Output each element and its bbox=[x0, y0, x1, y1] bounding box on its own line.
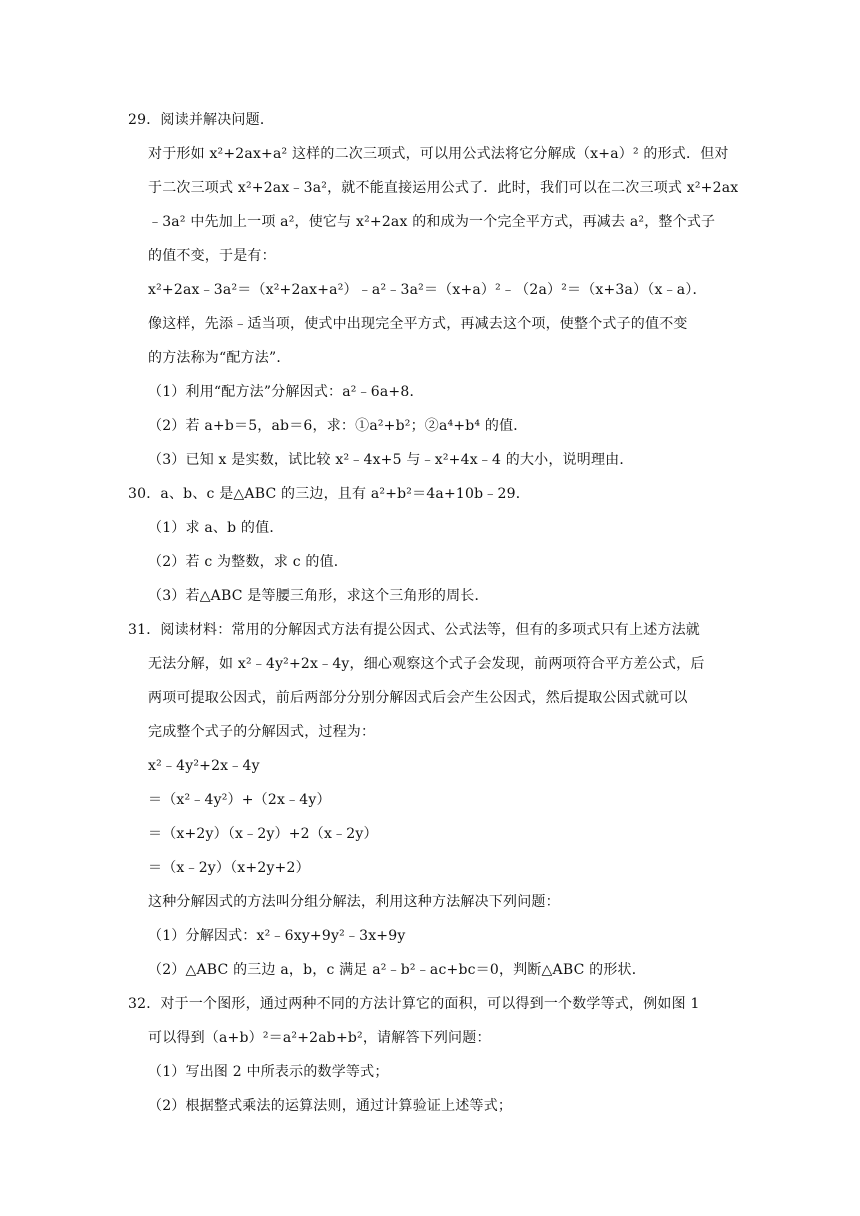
question-31-expression: x²﹣4y²+2x﹣4y bbox=[148, 758, 260, 774]
question-30-part-3: （3）若△ABC 是等腰三角形，求这个三角形的周长． bbox=[148, 588, 489, 604]
question-31-expression: ＝（x²﹣4y²）+（2x﹣4y） bbox=[148, 792, 331, 808]
question-31-title: 31．阅读材料：常用的分解因式方法有提公因式、公式法等，但有的多项式只有上述方法就 bbox=[128, 622, 701, 638]
question-31-paragraph: 完成整个式子的分解因式，过程为： bbox=[148, 724, 376, 740]
question-31-expression: ＝（x﹣2y）（x+2y+2） bbox=[148, 860, 310, 876]
question-31-paragraph: 无法分解，如 x²﹣4y²+2x﹣4y，细心观察这个式子会发现，前两项符合平方差公式，后 bbox=[148, 656, 705, 672]
question-29-part-2: （2）若 a+b＝5，ab＝6，求：①a²+b²；②a⁴+b⁴ 的值． bbox=[148, 418, 528, 434]
question-29-equation: x²+2ax﹣3a²＝（x²+2ax+a²）﹣a²﹣3a²＝（x+a）²﹣（2a）²＝（x+3a）（x﹣a）． bbox=[148, 282, 707, 298]
question-30-part-1: （1）求 a、b 的值． bbox=[148, 520, 284, 536]
question-31-expression: ＝（x+2y）（x﹣2y）+2（x﹣2y） bbox=[148, 826, 378, 842]
question-31-paragraph: 两项可提取公因式，前后两部分分别分解因式后会产生公因式，然后提取公因式就可以 bbox=[148, 690, 688, 706]
question-32-part-1: （1）写出图 2 中所表示的数学等式； bbox=[148, 1064, 389, 1080]
question-29-paragraph: 对于形如 x²+2ax+a² 这样的二次三项式，可以用公式法将它分解成（x+a）² 的形式．但对 bbox=[148, 146, 729, 162]
question-32-paragraph: 可以得到（a+b）²＝a²+2ab+b²，请解答下列问题： bbox=[148, 1030, 491, 1046]
question-29-paragraph: 的方法称为“配方法”． bbox=[148, 350, 291, 366]
question-29-part-3: （3）已知 x 是实数，试比较 x²﹣4x+5 与﹣x²+4x﹣4 的大小，说明理由． bbox=[148, 452, 634, 468]
question-29-paragraph: 的值不变，于是有： bbox=[148, 248, 276, 264]
question-29-paragraph: ﹣3a² 中先加上一项 a²，使它与 x²+2ax 的和成为一个完全平方式，再减去 a²，整个式子 bbox=[148, 214, 716, 230]
question-29-paragraph: 于二次三项式 x²+2ax﹣3a²，就不能直接运用公式了．此时，我们可以在二次三项式 x²+2ax bbox=[148, 180, 739, 196]
question-29-title: 29．阅读并解决问题． bbox=[128, 112, 275, 128]
question-31-part-2: （2）△ABC 的三边 a，b，c 满足 a²﹣b²﹣ac+bc＝0，判断△ABC 的形状． bbox=[148, 962, 646, 978]
question-30-part-2: （2）若 c 为整数，求 c 的值． bbox=[148, 554, 348, 570]
question-32-title: 32．对于一个图形，通过两种不同的方法计算它的面积，可以得到一个数学等式，例如图 1 bbox=[128, 996, 700, 1012]
question-30-title: 30．a、b、c 是△ABC 的三边，且有 a²+b²＝4a+10b﹣29． bbox=[128, 486, 530, 502]
question-32-part-2: （2）根据整式乘法的运算法则，通过计算验证上述等式； bbox=[148, 1098, 513, 1114]
question-31-paragraph: 这种分解因式的方法叫分组分解法，利用这种方法解决下列问题： bbox=[148, 894, 560, 910]
question-31-part-1: （1）分解因式：x²﹣6xy+9y²﹣3x+9y bbox=[148, 928, 406, 944]
question-29-part-1: （1）利用“配方法”分解因式：a²﹣6a+8． bbox=[148, 384, 424, 400]
question-29-paragraph: 像这样，先添﹣适当项，使式中出现完全平方式，再减去这个项，使整个式子的值不变 bbox=[148, 316, 688, 332]
